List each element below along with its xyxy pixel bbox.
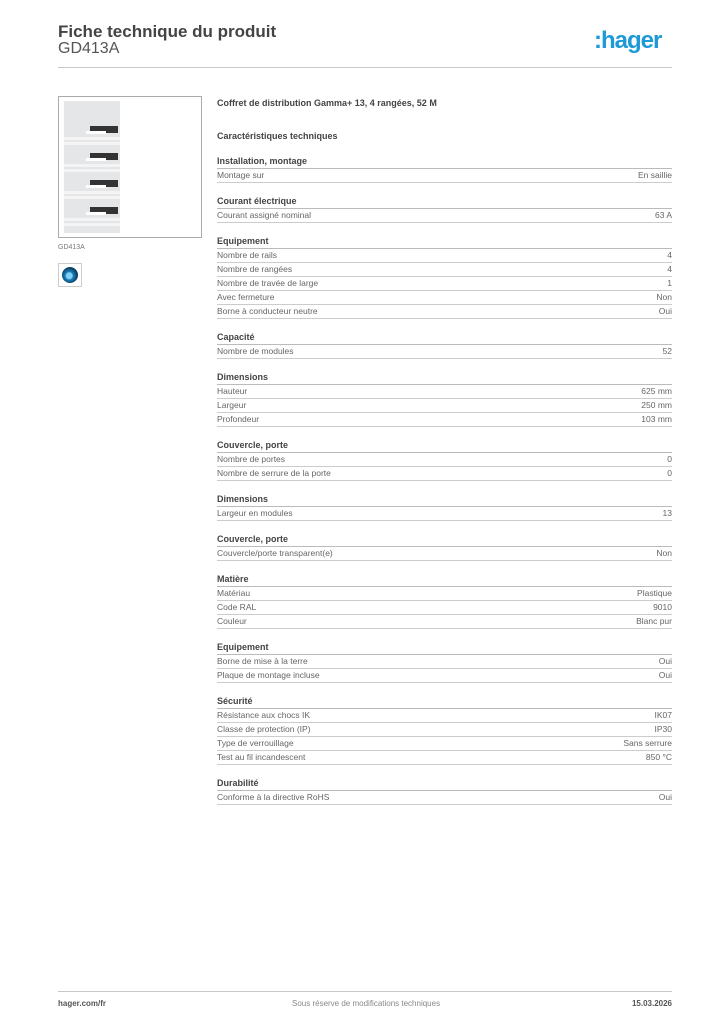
spec-row (217, 263, 672, 277)
spec-value: 13 (662, 508, 672, 518)
spec-label: Couleur (217, 616, 247, 626)
footer-website[interactable]: hager.com/fr (58, 999, 107, 1008)
spec-row (217, 709, 672, 723)
spec-label: Classe de protection (IP) (217, 724, 311, 734)
section-title: Matière (217, 573, 672, 587)
label-strip (86, 185, 106, 188)
rail-strip (64, 142, 120, 145)
section-title: Courant électrique (217, 195, 672, 209)
spec-section (217, 155, 672, 183)
spec-section (217, 493, 672, 521)
spec-section (217, 573, 672, 629)
spec-label: Nombre de portes (217, 454, 286, 464)
spec-section (217, 235, 672, 319)
spec-value: Non (656, 292, 672, 302)
spec-label: Montage sur (217, 170, 265, 180)
spec-value: Oui (658, 656, 672, 666)
spec-label: Hauteur (217, 386, 248, 396)
spec-label: Largeur (217, 400, 247, 410)
footer-notice: Sous réserve de modifications techniques (292, 999, 441, 1008)
spec-row (217, 601, 672, 615)
spec-label: Borne à conducteur neutre (217, 306, 318, 316)
distribution-board-illustration (64, 101, 120, 233)
product-image (58, 96, 202, 238)
spec-row (217, 467, 672, 481)
spec-label: Nombre de travée de large (217, 278, 319, 288)
footer-date: 15.03.2026 (631, 999, 672, 1008)
spec-row (217, 345, 672, 359)
spec-row (217, 249, 672, 263)
spec-label: Couvercle/porte transparent(e) (217, 548, 333, 558)
spec-label: Nombre de rangées (217, 264, 293, 274)
spec-value: 63 A (654, 210, 672, 220)
spec-label: Matériau (217, 588, 251, 598)
product-reference: GD413A (58, 40, 120, 57)
spec-label: Largeur en modules (217, 508, 293, 518)
spec-row (217, 615, 672, 629)
spec-label: Type de verrouillage (217, 738, 294, 748)
spec-value: 1 (667, 278, 672, 288)
product-category-icon (58, 263, 82, 287)
spec-sections (217, 155, 672, 805)
spec-row (217, 587, 672, 601)
section-title: Installation, montage (217, 155, 672, 169)
footer-divider (58, 991, 672, 992)
spec-value: 850 °C (645, 752, 672, 762)
rail-strip (64, 164, 120, 167)
spec-row (217, 453, 672, 467)
spec-row (217, 305, 672, 319)
page-title: Fiche technique du produit (58, 22, 277, 41)
section-title: Dimensions (217, 493, 672, 507)
section-title: Dimensions (217, 371, 672, 385)
image-caption: GD413A (58, 244, 85, 251)
spec-value: 9010 (653, 602, 672, 612)
spec-row (217, 209, 672, 223)
section-title: Couvercle, porte (217, 439, 672, 453)
spec-section (217, 695, 672, 765)
spec-value: 0 (667, 454, 672, 464)
rail-strip (64, 169, 120, 172)
spec-label: Courant assigné nominal (217, 210, 312, 220)
section-title: Sécurité (217, 695, 672, 709)
spec-value: IP30 (654, 724, 672, 734)
section-title: Equipement (217, 641, 672, 655)
characteristics-title: Caractéristiques techniques (217, 131, 338, 141)
spec-row (217, 399, 672, 413)
rail-strip (64, 218, 120, 221)
hager-logo: :hager (594, 27, 662, 54)
rail-strip (64, 137, 120, 140)
rail-strip (64, 223, 120, 226)
spec-label: Conforme à la directive RoHS (217, 792, 330, 802)
rail-strip (64, 191, 120, 194)
spec-row (217, 547, 672, 561)
spec-row (217, 655, 672, 669)
section-title: Capacité (217, 331, 672, 345)
spec-label: Nombre de rails (217, 250, 277, 260)
spec-value: 0 (667, 468, 672, 478)
rail-strip (64, 196, 120, 199)
label-strip (86, 212, 106, 215)
spec-row (217, 723, 672, 737)
label-strip (86, 158, 106, 161)
spec-section (217, 331, 672, 359)
section-title: Couvercle, porte (217, 533, 672, 547)
spec-value: Sans serrure (623, 738, 672, 748)
spec-value: Oui (658, 670, 672, 680)
spec-label: Profondeur (217, 414, 260, 424)
spec-value: 4 (667, 264, 672, 274)
spec-row (217, 413, 672, 427)
spec-label: Avec fermeture (217, 292, 275, 302)
spec-section (217, 439, 672, 481)
section-title: Equipement (217, 235, 672, 249)
spec-label: Plaque de montage incluse (217, 670, 320, 680)
spec-row (217, 169, 672, 183)
section-title: Durabilité (217, 777, 672, 791)
spec-row (217, 507, 672, 521)
spec-value: En saillie (637, 170, 672, 180)
spec-row (217, 791, 672, 805)
spec-label: Test au fil incandescent (217, 752, 306, 762)
spec-label: Nombre de modules (217, 346, 294, 356)
spec-label: Borne de mise à la terre (217, 656, 308, 666)
spec-value: Plastique (637, 588, 672, 598)
spec-row (217, 385, 672, 399)
product-description: Coffret de distribution Gamma+ 13, 4 rangées, 52 M (217, 98, 437, 108)
spec-label: Résistance aux chocs IK (217, 710, 311, 720)
spec-row (217, 669, 672, 683)
spec-value: Blanc pur (636, 616, 672, 626)
spec-section (217, 195, 672, 223)
spec-value: 103 mm (641, 414, 672, 424)
spec-value: Oui (658, 792, 672, 802)
spec-section (217, 533, 672, 561)
spec-value: IK07 (654, 710, 672, 720)
spec-label: Nombre de serrure de la porte (217, 468, 331, 478)
spec-section (217, 371, 672, 427)
spec-row (217, 737, 672, 751)
spec-value: Oui (658, 306, 672, 316)
spec-row (217, 751, 672, 765)
spec-section (217, 777, 672, 805)
header-divider (58, 67, 672, 68)
label-strip (86, 131, 106, 134)
spec-row (217, 291, 672, 305)
spec-section (217, 641, 672, 683)
spec-value: 250 mm (641, 400, 672, 410)
spec-value: 52 (662, 346, 672, 356)
spec-content (217, 96, 672, 805)
spec-row (217, 277, 672, 291)
spec-value: 4 (667, 250, 672, 260)
spec-value: Non (656, 548, 672, 558)
spec-value: 625 mm (641, 386, 672, 396)
spec-label: Code RAL (217, 602, 257, 612)
